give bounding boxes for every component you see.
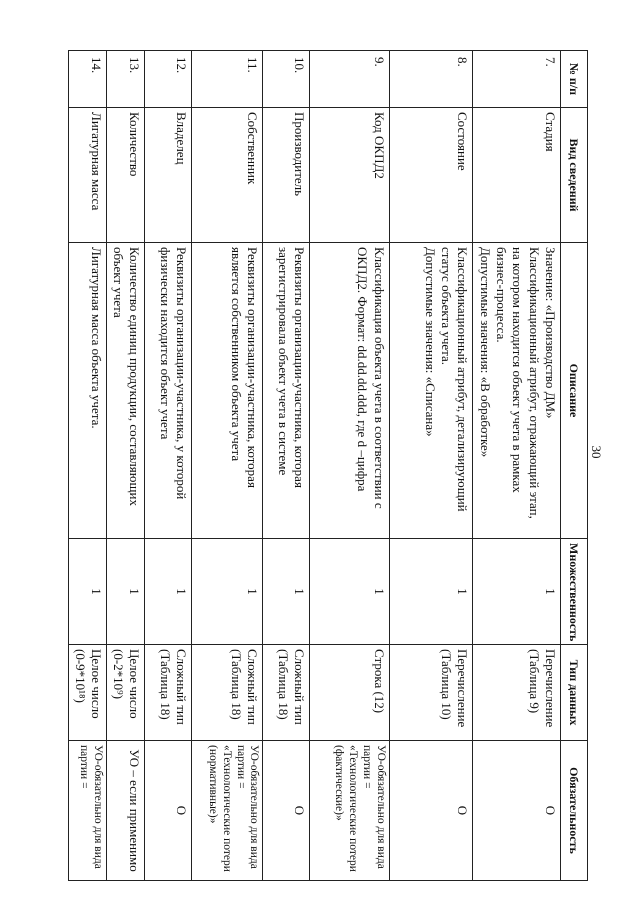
table-row [107,51,145,881]
row-obligation: УО – если применимо [107,741,145,881]
description-value-line: Значение: «Производство ДМ» [543,247,558,419]
table-row [473,51,561,881]
row-obligation: О [473,741,561,881]
row-multiplicity: 1 [310,539,389,645]
table-row [192,51,263,881]
row-name: Состояние [389,108,472,243]
row-obligation: УО-обязательно для вида партии = «Технологические потери (нормативные)» [192,741,263,881]
page-number: 30 [589,445,604,459]
header-number: № п/п [561,51,588,108]
row-multiplicity: 1 [473,539,561,645]
row-number: 12. [145,51,192,108]
row-data-type: Строка (12) [310,645,389,741]
row-number: 8. [389,51,472,108]
row-description [473,243,561,539]
row-description [389,243,472,539]
row-name: Лигатурная масса [69,108,107,243]
description-allowed-values: Допустимые значения: «В обработке» [478,247,493,458]
row-data-type: Целое число (0-2*10⁹) [107,645,145,741]
row-description: Реквизиты организации-участника, которая зарегистрировала объект учета в системе [263,243,310,539]
table-row [389,51,472,881]
row-obligation: О [145,741,192,881]
header-multiplicity: Множественность [561,539,588,645]
data-table [68,50,588,881]
row-name: Владелец [145,108,192,243]
table-row [145,51,192,881]
rotated-page-content [68,50,588,880]
header-kind: Вид сведений [561,108,588,243]
row-multiplicity: 1 [107,539,145,645]
row-number: 13. [107,51,145,108]
header-data-type: Тип данных [561,645,588,741]
row-number: 14. [69,51,107,108]
header-description: Описание [561,243,588,539]
row-multiplicity: 1 [263,539,310,645]
row-name: Собственник [192,108,263,243]
row-data-type: Сложный тип (Таблица 18) [263,645,310,741]
row-number: 9. [310,51,389,108]
row-data-type: Перечисление (Таблица 10) [389,645,472,741]
row-description: Реквизиты организации-участника, у которой физически находится объект учета [145,243,192,539]
row-description: Реквизиты организации-участника, которая является собственником объекта учета [192,243,263,539]
description-allowed-values: Допустимые значения: «Списана» [422,247,438,437]
row-obligation: УО-обязательно для вида партии = [69,741,107,881]
table-row [69,51,107,881]
row-data-type: Сложный тип (Таблица 18) [145,645,192,741]
row-multiplicity: 1 [145,539,192,645]
row-description: Количество единиц продукции, составляющих объект учета [107,243,145,539]
row-name: Количество [107,108,145,243]
table-header-row [561,51,588,881]
row-multiplicity: 1 [389,539,472,645]
row-name: Производитель [263,108,310,243]
row-data-type: Целое число (0-9*10¹⁸) [69,645,107,741]
row-obligation: О [263,741,310,881]
table-row [263,51,310,881]
header-obligation: Обязательность [561,741,588,881]
row-data-type: Перечисление (Таблица 9) [473,645,561,741]
row-obligation: УО-обязательно для вида партии = «Технологические потери (фактические)» [310,741,389,881]
table-row [310,51,389,881]
row-number: 7. [473,51,561,108]
row-number: 11. [192,51,263,108]
description-text: Классификационный атрибут, детализирующий статус объекта учета. [438,247,471,512]
row-data-type: Сложный тип (Таблица 18) [192,645,263,741]
row-multiplicity: 1 [192,539,263,645]
row-name: Код ОКПД2 [310,108,389,243]
description-text: Классификационный атрибут, отражающий этап, на котором находится объект учета в рамках бизнес-процесса. [494,247,542,519]
row-number: 10. [263,51,310,108]
row-name: Стадия [473,108,561,243]
row-obligation: О [389,741,472,881]
row-multiplicity: 1 [69,539,107,645]
row-description: Лигатурная масса объекта учета. [69,243,107,539]
row-description: Классификация объекта учета в соответствии с ОКПД2. Формат: dd.dd.dd.ddd, где d –цифра [310,243,389,539]
